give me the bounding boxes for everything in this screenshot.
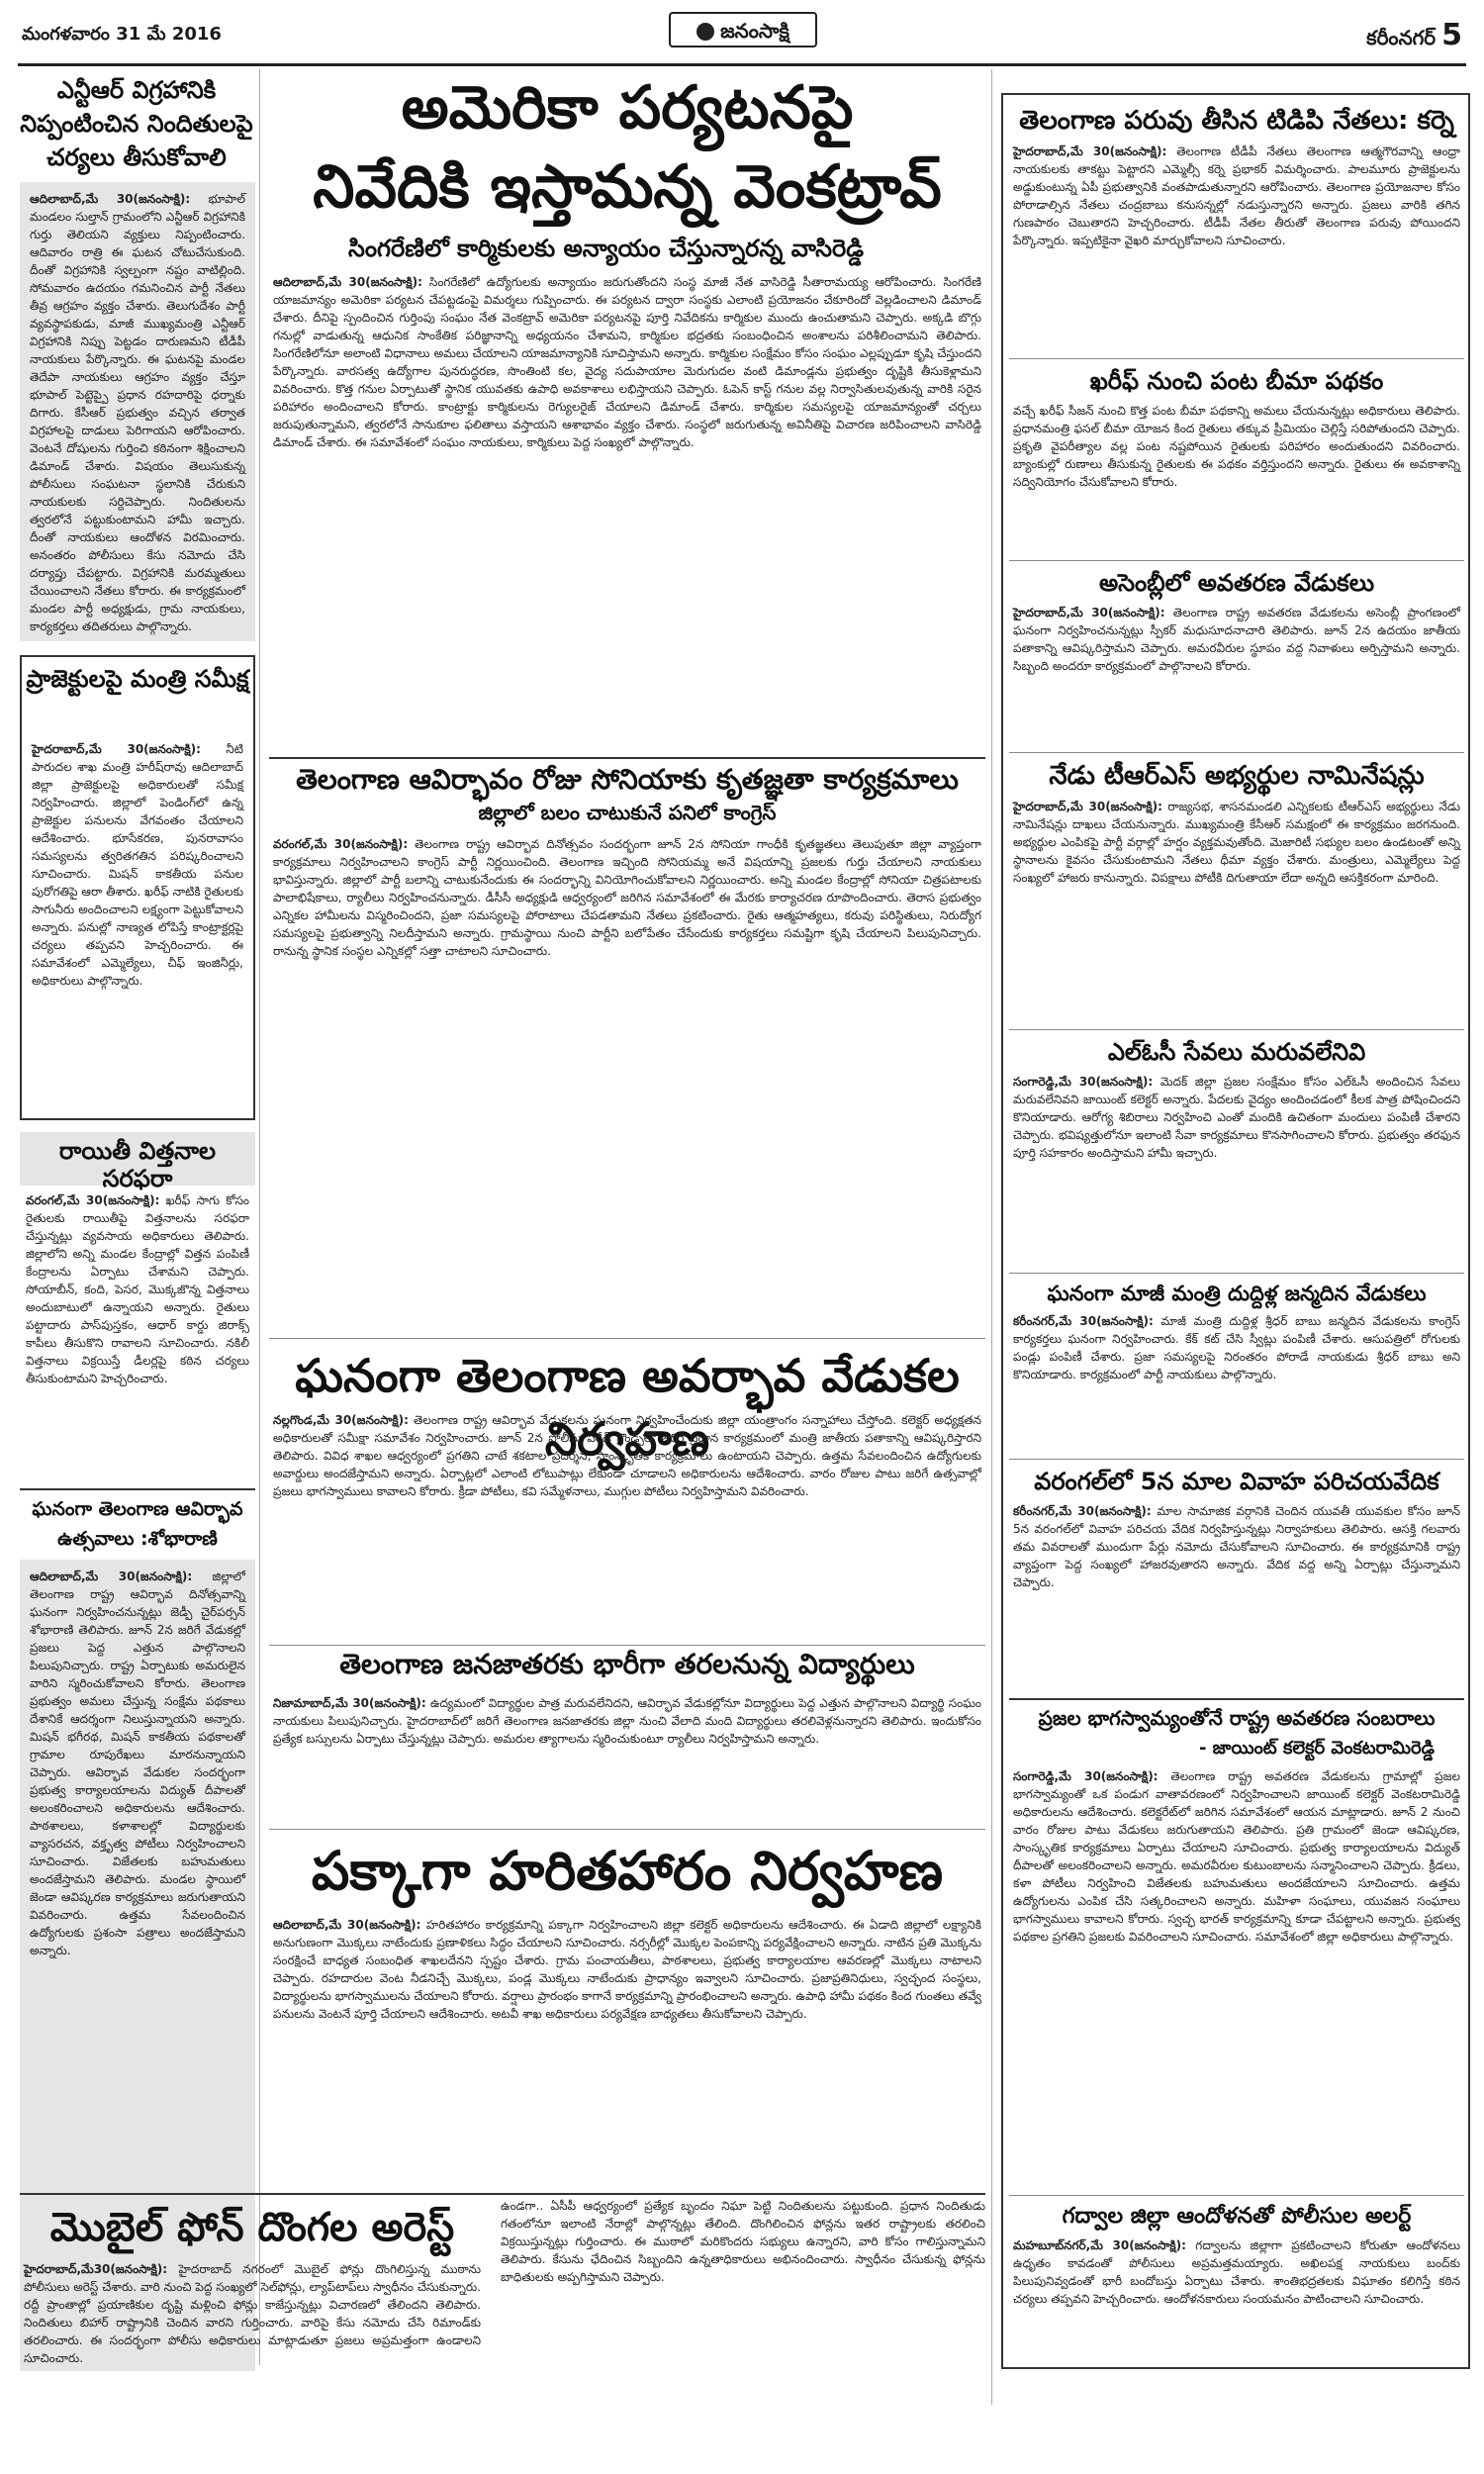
dateline: హైదరాబాద్,మే30(జనంసాక్షి): xyxy=(24,2262,168,2276)
dateline: ఆదిలాబాద్,మే 30(జనంసాక్షి): xyxy=(30,192,191,206)
article-students-janajatara-headline: తెలంగాణ జనజాతరకు భారీగా తరలనున్న విద్యార్థులు xyxy=(339,1649,915,1680)
article-duddilla-birthday xyxy=(1009,1277,1464,1455)
divider xyxy=(1009,1029,1464,1030)
article-sonia-gratitude xyxy=(269,764,985,1334)
divider xyxy=(1009,1273,1464,1274)
article-body: గద్వాలను జిల్లాగా ప్రకటించాలని కోరుతూ ఆందోళనలు ఉధృతం కావడంతో పోలీసులు అప్రమత్తమయ్యారు. అఖిలపక్ష నాయకులు బంద్‌కు పిలుపునివ్వడంతో భారీ బందోబస్తు ఏర్పాటు చేశారు. శాంతిభద్రతలకు విఘాతం కలిగిస్తే కఠిన చర్యలు తప్పవని హెచ్చరించారు. ఆందోళనకారులు సంయమనం పాటించాలని సూచించారు. xyxy=(1013,2238,1460,2306)
article-ntr-statue xyxy=(20,182,255,641)
divider xyxy=(20,1488,255,1490)
article-people-participation-headline: ప్రజల భాగస్వామ్యంతోనే రాష్ట్ర అవతరణ సంబరాలు xyxy=(1038,1706,1436,1730)
article-body: రాజ్యసభ, శాసనమండలి ఎన్నికలకు టీఆర్ఎస్ అభ్యర్థులు నేడు నామినేషన్లు దాఖలు చేయనున్నారు. ముఖ్యమంత్రి కేసీఆర్ సమక్షంలో ఈ కార్యక్రమం జరగనుంది. అభ్యర్థుల ఎంపికపై పార్టీ వర్గాల్లో హర్షం వ్యక్తమవుతోంది. మెజారిటీ సభ్యుల బలం ఉండటంతో అన్ని స్థానాలను కైవసం చేసుకుంటామని నేతలు ధీమా వ్యక్తం చేశారు. మంత్రులు, ఎమ్మెల్యేలు పెద్ద సంఖ్యలో హాజరు కానున్నారు. విపక్షాలు పోటీకి దిగుతాయా లేదా అన్నది ఆసక్తికరంగా మారింది. xyxy=(1013,800,1460,885)
article-people-participation xyxy=(1009,1702,1464,2191)
article-formation-day-events xyxy=(269,1344,985,1641)
page-label xyxy=(1366,18,1462,54)
article-mala-matrimony xyxy=(1009,1463,1464,1694)
article-trs-nominations-headline: నేడు టీఆర్ఎస్ అభ్యర్థుల నామినేషన్లు xyxy=(1049,761,1425,791)
lead-headline-line-2: నివేదికి ఇస్తామన్న వెంకట్రావ్ xyxy=(313,152,942,222)
article-crop-insurance-headline: ఖరీఫ్ నుంచి పంట బీమా పథకం xyxy=(1089,367,1384,395)
divider xyxy=(269,1645,985,1646)
article-loc-services-headline: ఎల్ఓసీ సేవలు మరువలేనివి xyxy=(1107,1038,1366,1066)
article-sonia-gratitude-subheadline: జిల్లాలో బలం చాటుకునే పనిలో కాంగ్రెస్ xyxy=(478,801,777,824)
article-body: తెలంగాణ రాష్ట్ర అవతరణ వేడుకలను అసెంబ్లీ ప్రాంగణంలో ఘనంగా నిర్వహించనున్నట్లు స్పీకర్ మధుసూదనాచారి తెలిపారు. జూన్ 2న ఉదయం జాతీయ పతాకాన్ని ఆవిష్కరిస్తామని చెప్పారు. అమరవీరుల స్థూపం వద్ద నివాళులు అర్పిస్తామని అన్నారు. సిబ్బంది అందరూ కార్యక్రమంలో పాల్గొనాలని కోరారు. xyxy=(1013,606,1461,673)
article-people-participation-byline: - జాయింట్ కలెక్టర్ వెంకటరామిరెడ్డి xyxy=(1198,1738,1435,1759)
lead-subheadline: సింగరేణిలో కార్మికులకు అన్యాయం చేస్తున్నారన్న వాసిరెడ్డి xyxy=(348,235,864,262)
dateline: కరీంనగర్,మే 30(జనంసాక్షి): xyxy=(1013,1314,1154,1328)
article-body: ఉద్యమంలో విద్యార్థుల పాత్ర మరువలేనిదని, ఆవిర్భావ వేడుకల్లోనూ విద్యార్థులు పెద్ద ఎత్తున పాల్గొనాలని విద్యార్థి సంఘం నాయకులు పిలుపునిచ్చారు. హైదరాబాద్‌లో జరిగే తెలంగాణ జనజాతరకు జిల్లా నుంచి వేలాది మంది విద్యార్థులు తరలివెళ్లనున్నారని తెలిపారు. ఇందుకోసం ప్రత్యేక బస్సులను ఏర్పాటు చేస్తున్నట్లు చెప్పారు. అమరుల త్యాగాలను స్మరించుకుంటూ ర్యాలీలు నిర్వహిస్తామని అన్నారు. xyxy=(273,1696,981,1746)
dateline: హైదరాబాద్,మే 30(జనంసాక్షి): xyxy=(1013,606,1165,619)
article-sonia-gratitude-headline: తెలంగాణ ఆవిర్భావం రోజు సోనియాకు కృతజ్ఞతా కార్యక్రమాలు xyxy=(296,764,959,796)
article-body: హైదరాబాద్ నగరంలో మొబైల్ ఫోన్లు దొంగిలిస్తున్న ముఠాను పోలీసులు అరెస్ట్ చేశారు. వారి నుంచి పెద్ద సంఖ్యలో సెల్‌ఫోన్లు, ల్యాప్‌టాప్‌లు స్వాధీనం చేసుకున్నారు. రద్దీ ప్రాంతాల్లో ప్రయాణికుల దృష్టి మళ్లించి ఫోన్లు కాజేస్తున్నట్లు విచారణలో తేలిందని తెలిపారు. నిందితులు బిహార్ రాష్ట్రానికి చెందిన వారని గుర్తించారు. వారిపై కేసు నమోదు చేసి రిమాండ్‌కు తరలించారు. ఈ సందర్భంగా పోలీసు అధికారులు మాట్లాడుతూ ప్రజలు అప్రమత్తంగా ఉండాలని సూచించారు. xyxy=(24,2262,481,2365)
article-body: తెలంగాణ టీడీపీ నేతలు తెలంగాణ ఆత్మగౌరవాన్ని ఆంధ్రా నాయకులకు తాకట్టు పెట్టారని ఎమ్మెల్సీ కర్నె ప్రభాకర్ విమర్శించారు. పాలమూరు ప్రాజెక్టులను అడ్డుకుంటున్న ఏపీ ప్రభుత్వానికి వంతపాడుతున్నారని ఆరోపించారు. తెలంగాణ ప్రయోజనాల కోసం పోరాడాల్సిన నేతలు చంద్రబాబు కనుసన్నల్లో నడుస్తున్నారని అన్నారు. ప్రజలు వారికి తగిన గుణపాఠం చెబుతారని హెచ్చరించారు. టీడీపీ నేతల తీరుతో తెలంగాణ పరువు పోయిందని పేర్కొన్నారు. ఇప్పటికైనా వైఖరి మార్చుకోవాలని సూచించారు. xyxy=(1013,144,1461,247)
article-tdp-karne xyxy=(1009,101,1464,354)
article-mala-matrimony-headline: వరంగల్‌లో 5న మాల వివాహ పరిచయవేదిక xyxy=(1034,1468,1439,1495)
dateline: కరీంనగర్,మే 30(జనంసాక్షి): xyxy=(1013,1504,1152,1518)
article-body: తెలంగాణ రాష్ట్ర ఆవిర్భావ వేడుకలను ఘనంగా నిర్వహించేందుకు జిల్లా యంత్రాంగం సన్నాహాలు చేస్తోంది. కలెక్టర్ అధ్యక్షతన అధికారులతో సమీక్షా సమావేశం నిర్వహించారు. జూన్ 2న పోలీసు పరేడ్ గ్రౌండ్స్‌లో జరిగే ప్రధాన కార్యక్రమంలో మంత్రి జాతీయ పతాకాన్ని ఆవిష్కరిస్తారని తెలిపారు. వివిధ శాఖల ఆధ్వర్యంలో ప్రగతిని చాటే శకటాల ప్రదర్శన, సాంస్కృతిక కార్యక్రమాలు ఉంటాయని చెప్పారు. ఉత్తమ సేవలందించిన ఉద్యోగులకు అవార్డులు అందజేస్తామని అన్నారు. ఏర్పాట్లలో ఎలాంటి లోటుపాట్లు లేకుండా చూడాలని అధికారులను ఆదేశించారు. వారం రోజుల పాటు జరిగే ఉత్సవాల్లో ప్రజలు భాగస్వాములు కావాలని కోరారు. క్రీడా పోటీలు, కవి సమ్మేళనాలు, ముగ్గుల పోటీలు నిర్వహిస్తామని వివరించారు. xyxy=(273,1413,981,1498)
divider xyxy=(1009,2195,1464,2196)
article-mobile-thieves-continued: ఉండగా.. ఏసీపీ ఆధ్వర్యంలో ప్రత్యేక బృందం నిఘా పెట్టి నిందితులను పట్టుకుంది. ప్రధాన నిందితుడు గతంలోనూ ఇలాంటి నేరాల్లో పాల్గొన్నట్లు తేలింది. దొంగిలించిన ఫోన్లను ఇతర రాష్ట్రాలకు తరలించి విక్రయిస్తున్నట్లు గుర్తించారు. ఈ ముఠాలో మరికొందరు సభ్యులు ఉన్నారని, వారి కోసం గాలిస్తున్నామని తెలిపారు. కేసును ఛేదించిన సిబ్బందిని ఉన్నతాధికారులు అభినందించారు. స్వాధీనం చేసుకున్న ఫోన్లను బాధితులకు అప్పగిస్తామని చెప్పారు. xyxy=(501,2199,985,2284)
divider xyxy=(269,757,985,759)
dateline: సంగారెడ్డి,మే 30(జనంసాక్షి): xyxy=(1013,1075,1154,1089)
article-assembly-celebrations-headline: అసెంబ్లీలో అవతరణ వేడుకలు xyxy=(1098,569,1375,597)
dateline: మహబూబ్‌నగర్,మే 30(జనంసాక్షి): xyxy=(1013,2238,1186,2252)
dateline: హైదరాబాద్,మే 30(జనంసాక్షి): xyxy=(1013,144,1167,158)
article-formation-day-events-headline: ఘనంగా తెలంగాణ అవర్భావ వేడుకల నిర్వహణ xyxy=(295,1349,960,1466)
column-separator-left xyxy=(259,69,260,2365)
article-body: తెలంగాణ రాష్ట్ర ఆవిర్భావ దినోత్సవం సందర్భంగా జూన్ 2న సోనియా గాంధీకి కృతజ్ఞతలు తెలుపుతూ జిల్లా వ్యాప్తంగా కార్యక్రమాలు నిర్వహించాలని కాంగ్రెస్ పార్టీ నిర్ణయించింది. తెలంగాణ ఇచ్చింది సోనియమ్మ అనే విషయాన్ని ప్రజలకు గుర్తు చేయాలని నాయకులు భావిస్తున్నారు. జిల్లాలో పార్టీ బలాన్ని చాటుకునేందుకు ఈ సందర్భాన్ని వినియోగించుకోవాలని నిర్ణయించారు. అన్ని మండల కేంద్రాల్లో సోనియా చిత్రపటాలకు పాలాభిషేకాలు, ర్యాలీలు నిర్వహించనున్నారు. డీసీసీ అధ్యక్షుడి ఆధ్వర్యంలో జరిగిన సమావేశంలో ఈ మేరకు కార్యాచరణ రూపొందించారు. తెరాస ప్రభుత్వం ఎన్నికల హామీలను విస్మరించిందని, ప్రజా సమస్యలపై పోరాటాలు చేపడతామని నేతలు ప్రకటించారు. రైతు ఆత్మహత్యలు, కరువు పరిస్థితులు, నిరుద్యోగ సమస్యలపై ప్రభుత్వాన్ని నిలదీస్తామని అన్నారు. గ్రామస్థాయి నుంచి పార్టీని బలోపేతం చేసేందుకు కార్యకర్తలు సమష్టిగా కృషి చేయాలని పిలుపునిచ్చారు. రానున్న స్థానిక సంస్థల ఎన్నికల్లో సత్తా చాటాలని సూచించారు. xyxy=(273,837,981,958)
edition-name: కరీంనగర్ xyxy=(1366,26,1437,49)
logo-emblem-icon xyxy=(696,23,714,41)
article-body: మెదక్ జిల్లా ప్రజల సంక్షేమం కోసం ఎల్ఓసీ అందించిన సేవలు మరువలేనివని జాయింట్ కలెక్టర్ అన్నారు. పేదలకు వైద్యం అందించడంలో కీలక పాత్ర పోషించిందని కొనియాడారు. ఆరోగ్య శిబిరాలు నిర్వహించి ఎంతో మందికి ఉచితంగా మందులు పంపిణీ చేశారని చెప్పారు. భవిష్యత్తులోనూ ఇలాంటి సేవా కార్యక్రమాలు కొనసాగించాలని కోరారు. ప్రభుత్వం తరఫున పూర్తి సహకారం అందిస్తామని హామీ ఇచ్చారు. xyxy=(1013,1075,1460,1160)
article-duddilla-birthday-headline: ఘనంగా మాజీ మంత్రి దుద్దిళ్ల జన్మదిన వేడుకలు xyxy=(1047,1282,1427,1305)
issue-date: మంగళవారం 31 మే 2016 xyxy=(22,24,222,45)
dateline: వరంగల్,మే 30(జనంసాక్షి): xyxy=(26,1193,160,1207)
dateline: వరంగల్,మే 30(జనంసాక్షి): xyxy=(273,837,409,851)
article-formation-celebrations-headline: ఘనంగా తెలంగాణ ఆవిర్భావ ఉత్సవాలు :శోభారాణి xyxy=(32,1498,243,1550)
article-seeds-supply-headline: రాయితీ విత్తనాల సరఫరా xyxy=(20,1132,255,1186)
article-crop-insurance xyxy=(1009,362,1464,556)
divider xyxy=(20,2193,985,2195)
dateline: ఆదిలాబాద్,మే 30(జనంసాక్షి): xyxy=(273,274,422,289)
article-assembly-celebrations xyxy=(1009,564,1464,748)
article-body: సింగరేణిలో ఉద్యోగులకు అన్యాయం జరుగుతోందని సంస్థ మాజీ నేత వాసిరెడ్డి సీతారామయ్య ఆరోపించారు. సింగరేణి యాజమాన్యం అమెరికా పర్యటన చేపట్టడంపై విమర్శలు గుప్పించారు. ఈ పర్యటన ద్వారా సంస్థకు ఎలాంటి ప్రయోజనం చేకూరిందో వెల్లడించాలని డిమాండ్ చేశారు. దీనిపై స్పందించిన గుర్తింపు సంఘం నేత వెంకట్రావ్ అమెరికా పర్యటనపై పూర్తి నివేదికను కార్మికుల ముందు ఉంచుతామని చెప్పారు. అక్కడి బొగ్గు గనుల్లో వాడుతున్న ఆధునిక సాంకేతిక పరిజ్ఞానాన్ని అధ్యయనం చేశామని, కార్మికుల భద్రతకు సంబంధించిన అంశాలను పరిశీలించామని తెలిపారు. సింగరేణిలోనూ అలాంటి విధానాలు అమలు చేయాలని యాజమాన్యానికి సూచిస్తామని అన్నారు. కార్మికుల సంక్షేమం కోసం సంఘం ఎల్లప్పుడూ కృషి చేస్తుందని పేర్కొన్నారు. వారసత్వ ఉద్యోగాల పునరుద్ధరణ, సొంతింటి కల, వైద్య సదుపాయాల మెరుగుదల వంటి డిమాండ్లను ప్రభుత్వం దృష్టికి తీసుకెళ్లామని వివరించారు. కొత్త గనుల ఏర్పాటుతో స్థానిక యువతకు ఉపాధి అవకాశాలు లభిస్తాయని చెప్పారు. ఓపెన్ కాస్ట్ గనుల వల్ల నిర్వాసితులవుతున్న వారికి సరైన పరిహారం అందించాలని కోరారు. కాంట్రాక్టు కార్మికులను రెగ్యులరైజ్ చేయాలని డిమాండ్ చేశారు. కార్మికుల సమస్యలపై యాజమాన్యంతో చర్చలు జరుపుతున్నామని, త్వరలోనే సానుకూల ఫలితాలు వస్తాయని ఆశాభావం వ్యక్తం చేశారు. సంస్థలో జరుగుతున్న అవినీతిపై విచారణ జరిపించాలని వాసిరెడ్డి డిమాండ్ చేశారు. ఈ సమావేశంలో సంఘం నాయకులు, కార్మికులు పెద్ద సంఖ్యలో పాల్గొన్నారు. xyxy=(273,274,981,449)
article-gadwal-alert xyxy=(1009,2199,1464,2365)
header-divider xyxy=(18,63,1466,66)
article-body: ఖరీఫ్ సాగు కోసం రైతులకు రాయితీపై విత్తనాలను సరఫరా చేస్తున్నట్లు వ్యవసాయ అధికారులు తెలిపారు. జిల్లాలోని అన్ని మండల కేంద్రాల్లో విత్తన పంపిణీ కేంద్రాలను ఏర్పాటు చేశామని చెప్పారు. సోయాబీన్, కంది, పెసర, మొక్కజొన్న విత్తనాలు అందుబాటులో ఉన్నాయని అన్నారు. రైతులు పట్టాదారు పాస్‌పుస్తకం, ఆధార్ కార్డు జిరాక్స్ కాపీలు తీసుకొని రావాలని సూచించారు. నకిలీ విత్తనాలు విక్రయిస్తే డీలర్లపై కఠిన చర్యలు తీసుకుంటామని హెచ్చరించారు. xyxy=(26,1193,249,1385)
article-body: హరితహారం కార్యక్రమాన్ని పక్కాగా నిర్వహించాలని జిల్లా కలెక్టర్ అధికారులను ఆదేశించారు. ఈ ఏడాది జిల్లాలో లక్ష్యానికి అనుగుణంగా మొక్కలు నాటేందుకు ప్రణాళికలు సిద్ధం చేయాలని సూచించారు. నర్సరీల్లో మొక్కల పెంపకాన్ని పర్యవేక్షించాలని అన్నారు. నాటిన ప్రతి మొక్కను సంరక్షించే బాధ్యత సంబంధిత శాఖలదేనని స్పష్టం చేశారు. గ్రామ పంచాయతీలు, పాఠశాలలు, ప్రభుత్వ కార్యాలయాల ఆవరణల్లో మొక్కలు నాటాలని చెప్పారు. రహదారుల వెంట నీడనిచ్చే మొక్కలు, పండ్ల మొక్కలు నాటేందుకు ప్రాధాన్యం ఇవ్వాలని సూచించారు. ప్రజాప్రతినిధులు, స్వచ్ఛంద సంస్థలు, విద్యార్థులను భాగస్వాములను చేయాలని కోరారు. వర్షాలు ప్రారంభం కాగానే కార్యక్రమాన్ని ప్రారంభించాలని అన్నారు. ఉపాధి హామీ పథకం కింద గుంతలు తవ్వే పనులను వెంటనే పూర్తి చేయాలని ఆదేశించారు. అటవీ శాఖ అధికారులు పర్యవేక్షణ బాధ్యతలు తీసుకోవాలని చెప్పారు. xyxy=(273,1918,981,2021)
article-body: నీటి పారుదల శాఖ మంత్రి హరీష్‌రావు ఆదిలాబాద్ జిల్లా ప్రాజెక్టులపై అధికారులతో సమీక్ష నిర్వహించారు. జిల్లాలో పెండింగ్‌లో ఉన్న ప్రాజెక్టుల పనులను వేగవంతం చేయాలని ఆదేశించారు. భూసేకరణ, పునరావాసం సమస్యలను త్వరితగతిన పరిష్కరించాలని సూచించారు. మిషన్ కాకతీయ పనుల పురోగతిపై ఆరా తీశారు. ఖరీఫ్ నాటికి రైతులకు సాగునీరు అందించాలని లక్ష్యంగా పెట్టుకోవాలని అన్నారు. పనుల్లో నాణ్యత లోపిస్తే కాంట్రాక్టర్లపై చర్యలు తప్పవని హెచ్చరించారు. ఈ సమావేశంలో ఎమ్మెల్యేలు, చీఫ్ ఇంజినీర్లు, అధికారులు పాల్గొన్నారు. xyxy=(32,742,243,988)
article-haritha-haram xyxy=(269,1833,985,2181)
article-seeds-supply xyxy=(20,1132,255,1482)
article-ntr-statue-headline: ఎన్టీఆర్ విగ్రహానికి నిప్పంటించిన నిందితులపై చర్యలు తీసుకోవాలి xyxy=(20,76,253,171)
article-gadwal-alert-headline: గద్వాల జిల్లా ఆందోళనతో పోలీసుల అలర్ట్ xyxy=(1062,2204,1412,2229)
divider xyxy=(1009,1459,1464,1460)
article-haritha-haram-headline: పక్కాగా హరితహారం నిర్వహణ xyxy=(311,1840,944,1902)
article-trs-nominations xyxy=(1009,756,1464,1023)
article-mobile-thieves xyxy=(20,2197,985,2365)
article-projects-review xyxy=(20,655,255,1120)
article-body: జిల్లాలో తెలంగాణ రాష్ట్ర ఆవిర్భావ దినోత్సవాన్ని ఘనంగా నిర్వహించనున్నట్లు జెడ్పీ చైర్‌పర్సన్ శోభారాణి తెలిపారు. జూన్ 2న జరిగే వేడుకల్లో ప్రజలు పెద్ద ఎత్తున పాల్గొనాలని పిలుపునిచ్చారు. రాష్ట్ర ఏర్పాటుకు అమరులైన వారిని స్మరించుకోవాలని కోరారు. తెలంగాణ ప్రభుత్వం అమలు చేస్తున్న సంక్షేమ పథకాలు దేశానికే ఆదర్శంగా నిలుస్తున్నాయని అన్నారు. మిషన్ భగీరథ, మిషన్ కాకతీయ పథకాలతో గ్రామాల రూపురేఖలు మారనున్నాయని చెప్పారు. ఆవిర్భావ వేడుకల సందర్భంగా ప్రభుత్వ కార్యాలయాలను విద్యుత్ దీపాలతో అలంకరించాలని అధికారులను ఆదేశించారు. పాఠశాలలు, కళాశాలల్లో విద్యార్థులకు వ్యాసరచన, వక్తృత్వ పోటీలు నిర్వహించాలని సూచించారు. విజేతలకు బహుమతులు అందజేస్తామని తెలిపారు. మండల స్థాయిలో జెండా ఆవిష్కరణ కార్యక్రమాలు జరుగుతాయని వివరించారు. ఉత్తమ సేవలందించిన ఉద్యోగులకు ప్రశంసా పత్రాలు అందజేస్తామని అన్నారు. xyxy=(30,1570,245,1957)
divider xyxy=(1009,560,1464,561)
dateline: నల్లగొండ,మే 30(జనంసాక్షి): xyxy=(273,1413,409,1427)
article-mobile-thieves-headline: మొబైల్ ఫోన్ దొంగల అరెస్ట్ xyxy=(49,2205,455,2250)
lead-article-america-tour xyxy=(269,69,985,752)
article-projects-review-headline: ప్రాజెక్టులపై మంత్రి సమీక్ష xyxy=(26,665,249,693)
article-body: మాల సామాజిక వర్గానికి చెందిన యువతీ యువకుల కోసం జూన్ 5న వరంగల్‌లో వివాహ పరిచయ వేదిక నిర్వహిస్తున్నట్లు నిర్వాహకులు తెలిపారు. ఆసక్తి గలవారు తమ వివరాలతో ముందుగా పేర్లు నమోదు చేసుకోవాలని సూచించారు. ఈ కార్యక్రమానికి రాష్ట్ర వ్యాప్తంగా పెద్ద సంఖ్యలో హాజరవుతారని అన్నారు. వేదిక వద్ద అన్ని ఏర్పాట్లు చేస్తున్నామని చెప్పారు. xyxy=(1013,1504,1460,1589)
divider xyxy=(1009,1698,1464,1700)
lead-headline-line-1: అమెరికా పర్యటనపై xyxy=(401,73,854,143)
article-body: భూపాల్ మండలం సుల్తాన్ గ్రామంలోని ఎన్టీఆర్ విగ్రహానికి గుర్తు తెలియని వ్యక్తులు నిప్పంటించారు. ఆదివారం రాత్రి ఈ ఘటన చోటుచేసుకుంది. దీంతో విగ్రహానికి స్వల్పంగా నష్టం వాటిల్లింది. సోమవారం ఉదయం గమనించిన పార్టీ నేతలు తీవ్ర ఆగ్రహం వ్యక్తం చేశారు. తెలుగుదేశం పార్టీ వ్యవస్థాపకుడు, మాజీ ముఖ్యమంత్రి ఎన్టీఆర్ విగ్రహానికి నిప్పు పెట్టడం దారుణమని టీడీపీ నాయకులు పేర్కొన్నారు. ఈ ఘటనపై మండల తెదేపా నాయకులు ఆగ్రహం వ్యక్తం చేస్తూ భూపాల్ పెట్టెప్పై ప్రధాన రహదారిపై ధర్నాకు దిగారు. కేసీఆర్ ప్రభుత్వం వచ్చిన తర్వాత విగ్రహాలపై దాడులు పెరిగాయని ఆరోపించారు. వెంటనే దోషులను గుర్తించి కఠినంగా శిక్షించాలని డిమాండ్ చేశారు. విషయం తెలుసుకున్న పోలీసులు సంఘటనా స్థలానికి చేరుకుని నాయకులకు సర్దిచెప్పారు. నిందితులను త్వరలోనే పట్టుకుంటామని హామీ ఇచ్చారు. దీంతో నాయకులు ఆందోళన విరమించారు. అనంతరం పోలీసులు కేసు నమోదు చేసి దర్యాప్తు చేపట్టారు. విగ్రహానికి మరమ్మతులు చేయించాలని నేతలు కోరారు. ఈ కార్యక్రమంలో మండల పార్టీ అధ్యక్షుడు, గ్రామ నాయకులు, కార్యకర్తలు తదితరులు పాల్గొన్నారు. xyxy=(30,192,245,633)
masthead-logo xyxy=(669,12,817,48)
column-separator-right xyxy=(991,69,992,2405)
page-number: 5 xyxy=(1441,18,1462,52)
dateline: ఆదిలాబాద్,మే 30(జనంసాక్షి): xyxy=(30,1570,193,1583)
dateline: హైదరాబాద్,మే 30(జనంసాక్షి): xyxy=(32,742,201,756)
article-students-janajatara xyxy=(269,1649,985,1827)
dateline: సంగారెడ్డి,మే 30(జనంసాక్షి): xyxy=(1013,1769,1159,1783)
dateline: హైదరాబాద్,మే 30(జనంసాక్షి): xyxy=(1013,800,1162,813)
divider xyxy=(1009,752,1464,753)
divider xyxy=(1009,358,1464,359)
article-tdp-karne-headline: తెలంగాణ పరువు తీసిన టిడిపి నేతలు: కర్నె xyxy=(1019,106,1454,136)
article-body: తెలంగాణ రాష్ట్ర అవతరణ వేడుకలను గ్రామాల్లో ప్రజల భాగస్వామ్యంతో ఒక పండుగ వాతావరణంలో నిర్వహించాలని జాయింట్ కలెక్టర్ వెంకటరామిరెడ్డి అధికారులను ఆదేశించారు. కలెక్టరేట్‌లో జరిగిన సమావేశంలో ఆయన మాట్లాడారు. జూన్ 2 నుంచి వారం రోజుల పాటు వేడుకలు జరుగుతాయని తెలిపారు. ప్రతి గ్రామంలో జెండా ఆవిష్కరణ, సాంస్కృతిక కార్యక్రమాలు ఏర్పాటు చేయాలని సూచించారు. ప్రభుత్వ కార్యాలయాలను విద్యుత్ దీపాలతో అలంకరించాలని అన్నారు. అమరవీరుల కుటుంబాలను సన్మానించాలని చెప్పారు. క్రీడలు, కళా పోటీలు నిర్వహించి విజేతలకు బహుమతులు అందజేయాలని సూచించారు. ఉత్తమ ఉద్యోగులను ఎంపిక చేసి సత్కరించాలని అన్నారు. మహిళా సంఘాలు, యువజన సంఘాలు భాగస్వాములు కావాలని కోరారు. స్వచ్ఛ భారత్ కార్యక్రమాన్ని కూడా చేపట్టాలని అన్నారు. ప్రభుత్వ పథకాల ప్రగతిని ప్రజలకు వివరించాలని సూచించారు. సమావేశంలో జిల్లా అధికారులు పాల్గొన్నారు. xyxy=(1013,1769,1460,1944)
article-body: మాజీ మంత్రి దుద్దిళ్ల శ్రీధర్ బాబు జన్మదిన వేడుకలను కాంగ్రెస్ కార్యకర్తలు ఘనంగా నిర్వహించారు. కేక్ కట్ చేసి స్వీట్లు పంపిణీ చేశారు. ఆసుపత్రిలో రోగులకు పండ్లు పంపిణీ చేశారు. ప్రజా సమస్యలపై నిరంతరం పోరాడే నాయకుడు శ్రీధర్ బాబు అని కొనియాడారు. కార్యక్రమంలో పార్టీ నాయకులు పాల్గొన్నారు. xyxy=(1013,1314,1460,1381)
logo-text: జనంసాక్షి xyxy=(720,19,789,43)
article-body: వచ్చే ఖరీఫ్ సీజన్ నుంచి కొత్త పంట బీమా పథకాన్ని అమలు చేయనున్నట్లు అధికారులు తెలిపారు. ప్రధానమంత్రి ఫసల్ బీమా యోజన కింద రైతులు తక్కువ ప్రీమియం చెల్లిస్తే సరిపోతుందని చెప్పారు. ప్రకృతి వైపరీత్యాల వల్ల పంట నష్టపోయిన రైతులకు పరిహారం అందుతుందని వివరించారు. బ్యాంకుల్లో రుణాలు తీసుకున్న రైతులకు ఈ పథకం వర్తిస్తుందని అన్నారు. రైతులు ఈ అవకాశాన్ని సద్వినియోగం చేసుకోవాలని కోరారు. xyxy=(1013,404,1460,489)
dateline: ఆదిలాబాద్,మే 30(జనంసాక్షి): xyxy=(273,1918,421,1932)
divider xyxy=(269,1338,985,1339)
article-loc-services xyxy=(1009,1033,1464,1267)
dateline: నిజామాబాద్,మే 30(జనంసాక్షి): xyxy=(273,1696,426,1710)
divider xyxy=(269,1829,985,1830)
